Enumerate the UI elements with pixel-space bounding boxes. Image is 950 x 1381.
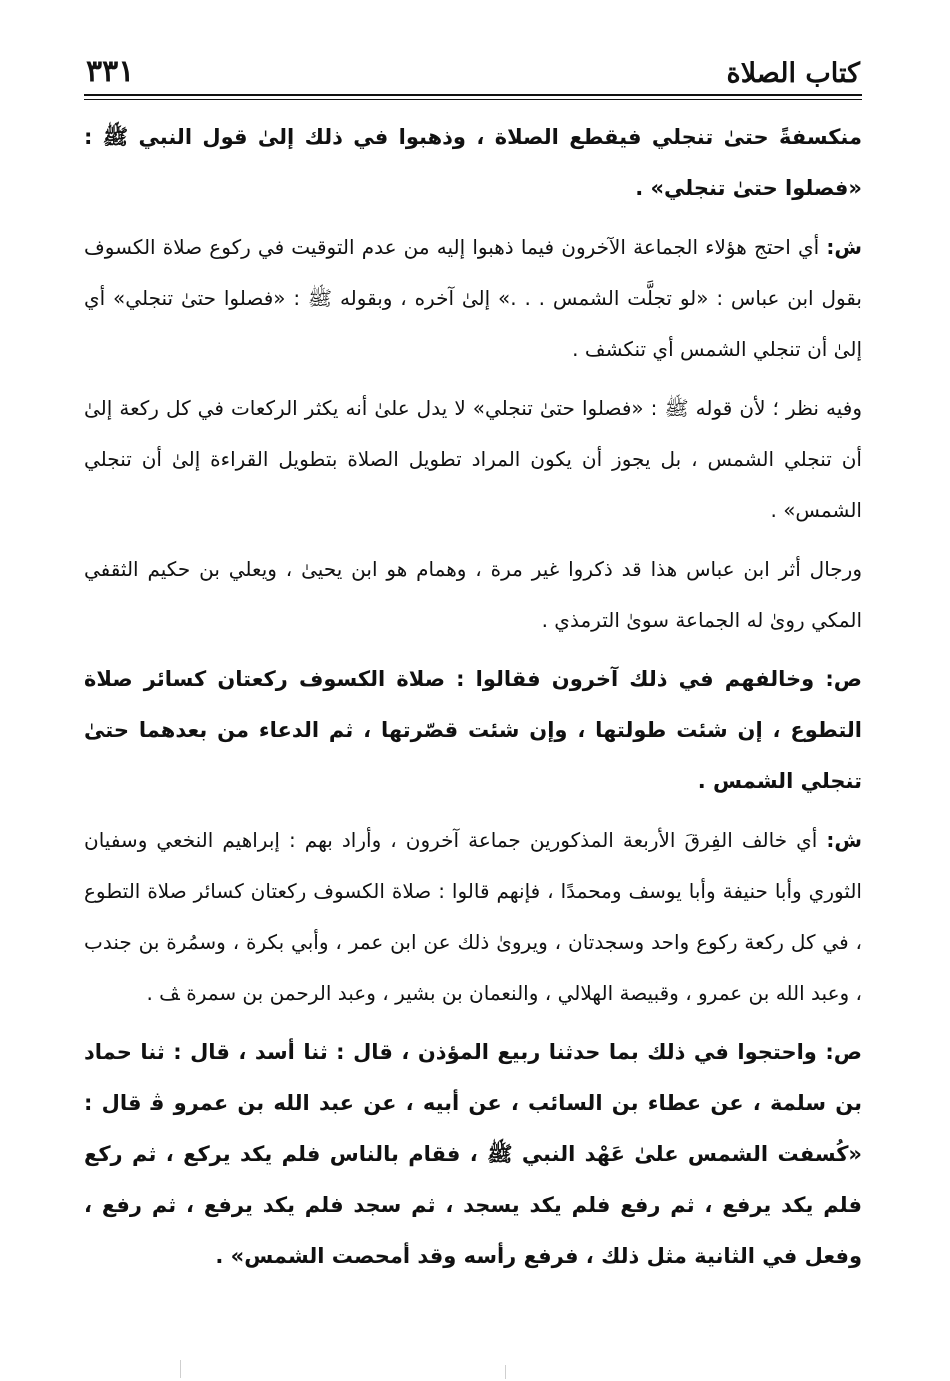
matn-label: ص: [825,1040,862,1064]
paragraph-1 [84,112,862,214]
paragraph-text: وفيه نظر ؛ لأن قوله ﷺ : «فصلوا حتىٰ تنجلي» لا يدل علىٰ أنه يكثر الركعات في كل ركعة إلىٰ أن تنجلي الشمس ، بل يجوز أن يكون المراد تطويل الصلاة بتطويل القراءة إلىٰ أن تنجلي الشمس» . [84,396,862,522]
paragraph-2-sharh [84,222,862,375]
sharh-label: ش: [826,235,862,259]
page-number: ٣٣١ [86,54,135,89]
paragraph-3 [84,383,862,536]
matn-label: ص: [825,667,862,691]
scan-artifact [180,1360,181,1378]
paragraph-text: واحتجوا في ذلك بما حدثنا ربيع المؤذن ، قال : ثنا أسد ، قال : ثنا حماد بن سلمة ، عن عطاء بن السائب ، عن أبيه ، عن عبد الله بن عمرو ﭬ قال : «كُسفت الشمس علىٰ عَهْد النبي ﷺ ، فقام بالناس فلم يكد يركع ، ثم ركع فلم يكد يرفع ، ثم رفع فلم يكد يسجد ، ثم سجد فلم يكد يرفع ، ثم رفع ، وفعل في الثانية مثل ذلك ، فرفع رأسه وقد أمحصت الشمس» . [84,1040,862,1268]
paragraph-7-matn [84,1027,862,1282]
paragraph-5-matn [84,654,862,807]
running-title: كتاب الصلاة [726,58,860,89]
sharh-label: ش: [826,828,862,852]
page-header [80,52,860,92]
paragraph-4 [84,544,862,646]
page-body [84,112,862,1290]
paragraph-text: وخالفهم في ذلك آخرون فقالوا : صلاة الكسوف ركعتان كسائر صلاة التطوع ، إن شئت طولتها ، وإن شئت قصّرتها ، ثم الدعاء من بعدهما حتىٰ تنجلي الشمس . [84,667,862,793]
scan-artifact [505,1365,506,1379]
header-rule-thick [84,94,862,96]
header-rule-thin [84,99,862,100]
paragraph-text: منكسفةً حتىٰ تنجلي فيقطع الصلاة ، وذهبوا في ذلك إلىٰ قول النبي ﷺ : «فصلوا حتىٰ تنجلي» . [84,125,862,200]
paragraph-text: أي احتج هؤلاء الجماعة الآخرون فيما ذهبوا إليه من عدم التوقيت في ركوع صلاة الكسوف بقول ابن عباس : «لو تجلَّت الشمس . . .» إلىٰ آخره ، وبقوله ﷺ : «فصلوا حتىٰ تنجلي» أي إلىٰ أن تنجلي الشمس أي تنكشف . [84,235,862,361]
paragraph-text: أي خالف الفِرقَ الأربعة المذكورين جماعة آخرون ، وأراد بهم : إبراهيم النخعي وسفيان الثوري وأبا حنيفة وأبا يوسف ومحمدًا ، فإنهم قالوا : صلاة الكسوف ركعتان كسائر صلاة التطوع ، في كل ركعة ركوع واحد وسجدتان ، ويروىٰ ذلك عن ابن عمر ، وأبي بكرة ، وسمُرة بن جندب ، وعبد الله بن عمرو ، وقبيصة الهلالي ، والنعمان بن بشير ، وعبد الرحمن بن سمرة ﭫ . [84,828,862,1005]
paragraph-6-sharh [84,815,862,1019]
paragraph-text: ورجال أثر ابن عباس هذا قد ذكروا غير مرة ، وهمام هو ابن يحيىٰ ، ويعلي بن حكيم الثقفي المكي روىٰ له الجماعة سوىٰ الترمذي . [84,557,862,632]
